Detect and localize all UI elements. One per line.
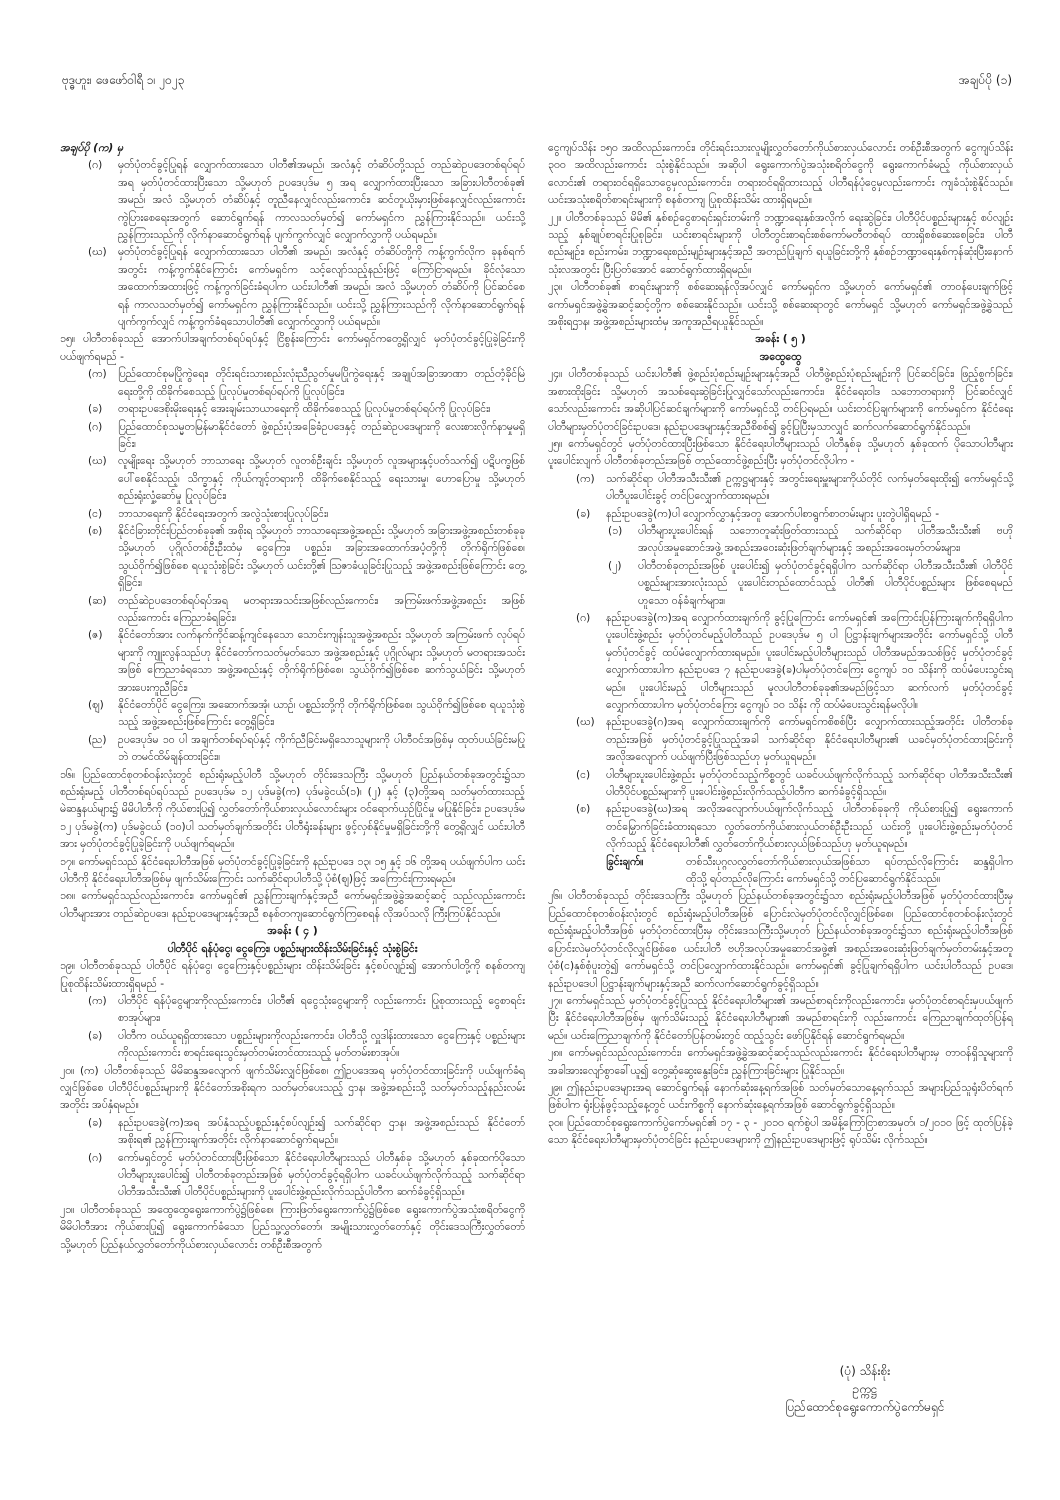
paragraph: ၂၆။ ပါတီတစ်ခုသည် တိုင်းဒေသကြီး သို့မဟုတ် ပြည်နယ်တစ်ခုအတွင်း၌သာ စည်းရုံးမည့်ပါတီအဖြစ် မှတ်ပုံတင်ထားပြီးမှ ပြည်ထောင်စုတစ်ဝန်းလုံးတွင် စည်းရုံးမည့်ပါတီအဖြစ် ပြောင်းလဲမှတ်ပုံတင်လိုလျှင်ဖြစ်စေ၊ ပြည်ထောင်စုတစ်ဝန်းလုံးတွင် စည်းရုံးမည့်ပါတီအဖြစ် မှတ်ပုံတင်ထားပြီးမှ တိုင်းဒေသကြီးသို့မဟုတ် ပြည်နယ်တစ်ခုအတွင်း၌သာ စည်းရုံးမည့်ပါတီအဖြစ် ပြောင်းလဲမှတ်ပုံတင်လိုလျှင်ဖြစ်စေ ယင်းပါတီ ဗဟိုအလုပ်အမှုဆောင်အဖွဲ့၏ အစည်းအဝေးဆုံးဖြတ်ချက်မှတ်တမ်းနှင့်အတူ ပုံစံ(င)နှစ်စုံပူးတွဲ၍ ကော်မရှင်သို့ တင်ပြလျှောက်ထားနိုင်သည်။ ကော်မရှင်၏ ခွင့်ပြုချက်ရရှိပါက ယင်းပါတီသည် ဥပဒေ၊ နည်းဥပဒေပါ ပြဋ္ဌာန်းချက်များနှင့်အညီ ဆက်လက်ဆောင်ရွက်ခွင့်ရှိသည်။ [548,890,1013,990]
item-label: (စ) [88,524,103,537]
item-label: (ခ) [88,1029,103,1042]
paragraph: ၂၇။ ကော်မရှင်သည် မှတ်ပုံတင်ခွင့်ပြုသည့် နိုင်ငံရေးပါတီများ၏ အမည်စာရင်းကိုလည်းကောင်း၊ မှတ်ပုံတင်စာရင်းမှပယ်ဖျက်ပြီး နိုင်ငံရေးပါတီအဖြစ်မှ ဖျက်သိမ်းသည့် နိုင်ငံရေးပါတီများ၏ အမည်စာရင်းကို လည်းကောင်း ကြေညာချက်ထုတ်ပြန်ရမည်။ ယင်းကြေညာချက်ကို နိုင်ငံတော်ပြန်တမ်းတွင် ထည့်သွင်း ဖော်ပြနိုင်ရန် ဆောင်ရွက်ရမည်။ [548,994,1013,1042]
item-text: နိုင်ငံခြားတိုင်းပြည်တစ်ခုခု၏ အစိုးရ သို့မဟုတ် ဘာသာရေးအဖွဲ့အစည်း သို့မဟုတ် အခြားအဖွဲ့အစည်းတစ်ခုခု သို့မဟုတ် ပုဂ္ဂိုလ်တစ်ဦးဦးထံမှ ငွေကြေး၊ ပစ္စည်း၊ အခြားအထောက်အပံ့တို့ကို တိုက်ရိုက်ဖြစ်စေ၊ သွယ်ဝိုက်၍ဖြစ်စေ ရယူသုံးစွဲခြင်း သို့မဟုတ် ယင်းတို့၏ ဩဇာခံယူခြင်းပြုသည့် အဖွဲ့အစည်းဖြစ်ကြောင်း တွေ့ရှိခြင်း၊ [118,524,525,590]
item-label: (င) [88,507,103,520]
item-text: ကော်မရှင်တွင် မှတ်ပုံတင်ထားပြီးဖြစ်သော နိုင်ငံရေးပါတီများသည် ပါတီနှစ်ခု သို့မဟုတ် နှစ်ခုထက်ပိုသော ပါတီများပူးပေါင်း၍ ပါတီတစ်ခုတည်းအဖြစ် မှတ်ပုံတင်ခွင့်ရရှိပါက ယခင်ပယ်ဖျက်လိုက်သည့် သက်ဆိုင်ရာ ပါတီအသီးသီး၏ ပါတီပိုင်ပစ္စည်းများကို ပူးပေါင်းဖွဲ့စည်းလိုက်သည့်ပါတီက ဆက်ခံခွင့်ရှိသည်။ [118,1151,525,1199]
list-item [60,593,525,628]
list-item [60,1115,525,1150]
paragraph: ၂၃။ ပါတီတစ်ခု၏ စာရင်းများကို စစ်ဆေးရန်လိုအပ်လျှင် ကော်မရှင်က သို့မဟုတ် ကော်မရှင်၏ တာဝန်ပေးချက်ဖြင့် ကော်မရှင်အဖွဲ့ခွဲအဆင့်ဆင့်တို့က စစ်ဆေးနိုင်သည်။ ယင်းသို့ စစ်ဆေးရာတွင် ကော်မရှင် သို့မဟုတ် ကော်မရှင်အဖွဲ့ခွဲသည် အစိုးရဌာန၊ အဖွဲ့အစည်းများထံမှ အကူအညီရယူနိုင်သည်။ [548,281,1013,329]
paragraph: ၂၅။ ကော်မရှင်တွင် မှတ်ပုံတင်ထားပြီးဖြစ်သော နိုင်ငံရေးပါတီများသည် ပါတီနှစ်ခု သို့မဟုတ် နှစ်ခုထက် ပိုသောပါတီများ ပူးပေါင်းလျက် ပါတီတစ်ခုတည်းအဖြစ် တည်ထောင်ဖွဲ့စည်းပြီး မှတ်ပုံတင်လိုပါက - [548,437,1013,468]
item-text: ပြည်ထောင်စုမပြိုကွဲရေး၊ တိုင်းရင်းသားစည်းလုံးညီညွတ်မှုမပြိုကွဲရေးနှင့် အချုပ်အခြာအာဏာ တည်တံ့ခိုင်မြဲရေးတို့ကို ထိခိုက်စေသည့် ပြုလုပ်မှုတစ်ရပ်ရပ်ကို ပြုလုပ်ခြင်း၊ [118,368,525,398]
item-text: နိုင်ငံတော်ပိုင် ငွေကြေး၊ အဆောက်အအုံ၊ ယာဉ်၊ ပစ္စည်းတို့ကို တိုက်ရိုက်ဖြစ်စေ၊ သွယ်ဝိုက်၍ဖြစ်စေ ရယူသုံးစွဲသည့် အဖွဲ့အစည်းဖြစ်ကြောင်း တွေ့ရှိခြင်း၊ [118,699,525,729]
list-item [60,157,525,244]
list-item [548,506,1013,523]
sub-list-item [548,523,1013,558]
item-text: နိုင်ငံတော်အား လက်နက်ကိုင်ဆန့်ကျင်နေသော သောင်းကျန်းသူအဖွဲ့အစည်း သို့မဟုတ် အကြမ်းဖက် လုပ်ရပ်များကို ကျူးလွန်သည်ဟု နိုင်ငံတော်ကသတ်မှတ်သော အဖွဲ့အစည်းနှင့် ပုဂ္ဂိုလ်များ သို့မဟုတ် မတရားအသင်းအဖြစ် ကြေညာခံရသော အဖွဲ့အစည်းနှင့် တိုက်ရိုက်ဖြစ်စေ၊ သွယ်ဝိုက်၍ဖြစ်စေ ဆက်သွယ်ခြင်း သို့မဟုတ် အားပေးကူညီခြင်း၊ [118,629,525,694]
paragraph: ၂၀။ (က) ပါတီတစ်ခုသည် မိမိဆန္ဒအလျောက် ဖျက်သိမ်းလျှင်ဖြစ်စေ၊ ဤဥပဒေအရ မှတ်ပုံတင်ထားခြင်းကို ပယ်ဖျက်ခံရလျှင်ဖြစ်စေ ပါတီပိုင်ပစ္စည်းများကို နိုင်ငံတော်အစိုးရက သတ်မှတ်ပေးသည့် ဌာန၊ အဖွဲ့အစည်းသို့ သတ်မှတ်သည့်နည်းလမ်းအတိုင်း အပ်နှံရမည်။ [60,1064,525,1112]
paragraph: ၁၅။ ပါတီတစ်ခုသည် အောက်ပါအချက်တစ်ရပ်ရပ်နှင့် ငြိစွန်းကြောင်း ကော်မရှင်ကတွေ့ရှိလျှင် မှတ်ပုံတင်ခွင့်ပြုခဲ့ခြင်းကို ပယ်ဖျက်ရမည် - [60,333,525,363]
list-item [60,627,525,697]
paragraph: ၁၇။ ကော်မရှင်သည် နိုင်ငံရေးပါတီအဖြစ် မှတ်ပုံတင်ခွင့်ပြုခဲ့ခြင်းကို နည်းဥပဒေ ၁၃၊ ၁၅ နှင့် ၁၆ တို့အရ ပယ်ဖျက်ပါက ယင်းပါတီကို နိုင်ငံရေးပါတီအဖြစ်မှ ဖျက်သိမ်းကြောင်း သက်ဆိုင်ရာပါတီသို့ ပုံစံ(ဈ)ဖြင့် အကြောင်းကြားရမည်။ [60,855,525,886]
item-text: နည်းဥပဒေခွဲ(ဂ)အရ လျှောက်ထားချက်ကို ကော်မရှင်ကစိစစ်ပြီး လျှောက်ထားသည့်အတိုင်း ပါတီတစ်ခုတည်းအဖြစ် မှတ်ပုံတင်ခွင့်ပြုသည့်အခါ သက်ဆိုင်ရာ နိုင်ငံရေးပါတီများ၏ ယခင်မှတ်ပုံတင်ထားခြင်းကို အလိုအလျောက် ပယ်ဖျက်ပြီးဖြစ်သည်ဟု မှတ်ယူရမည်။ [606,716,1013,764]
right-column [548,140,1013,1150]
item-text: တစ်သီးပုဂ္ဂလလွှတ်တော်ကိုယ်စားလှယ်အဖြစ်သာ ရပ်တည်လိုကြောင်း ဆန္ဒရှိပါက ထိုသို့ ရပ်တည်လိုကြောင်း ကော်မရှင်သို့ တင်ပြဆောင်ရွက်နိုင်သည်။ [686,855,1013,886]
signatory-title: ဥက္ကဋ္ဌ [852,1382,878,1396]
paragraph: ၂၂။ ပါတီတစ်ခုသည် မိမိ၏ နှစ်စဉ်ငွေစာရင်းရှင်းတမ်းကို ဘဏ္ဍာရေးနှစ်အလိုက် ရေးဆွဲခြင်း၊ ပါတီပိုင်ပစ္စည်းများနှင့် စပ်လျဉ်းသည့် နှစ်ချုပ်စာရင်းပြုစုခြင်း၊ ယင်းစာရင်းများကို ပါတီတွင်းစာရင်းစစ်ကော်မတီတစ်ရပ် ထားရှိစစ်ဆေးစေခြင်း၊ ပါတီစည်းမျဉ်း၊ စည်းကမ်း၊ ဘဏ္ဍာရေးစည်းမျဉ်းများနှင့်အညီ အတည်ပြုချက် ရယူခြင်းတို့ကို နှစ်စဉ်ဘဏ္ဍာရေးနှစ်ကုန်ဆုံးပြီးနောက် သုံးလအတွင်း ပြီးပြတ်အောင် ဆောင်ရွက်ထားရှိရမည်။ [548,211,1013,276]
signatory-organization: ပြည်ထောင်စုရွေးကောက်ပွဲကော်မရှင် [785,1400,945,1414]
list-item [60,1028,525,1063]
proviso-note [548,854,1013,889]
item-text: မှတ်ပုံတင်ခွင့်ပြုရန် လျှောက်ထားသော ပါတီ၏ အမည်၊ အလံနှင့် တံဆိပ်တို့ကို ကန့်ကွက်လိုက ခုနစ်ရက်အတွင်း ကန့်ကွက်နိုင်ကြောင်း ကော်မရှင်က သင့်လျော်သည့်နည်းဖြင့် ကြော်ငြာရမည်။ ခိုင်လုံသောအထောက်အထားဖြင့် ကန့်ကွက်ခြင်းခံရပါက ယင်းပါတီ၏ အမည်၊ အလံ သို့မဟုတ် တံဆိပ်ကို ပြင်ဆင်စေရန် ကာလသတ်မှတ်၍ ကော်မရှင်က ညွှန်ကြားနိုင်သည်။ ယင်းသို့ ညွှန်ကြားသည်ကို လိုက်နာဆောင်ရွက်ရန် ပျက်ကွက်လျှင် ကန့်ကွက်ခံရသောပါတီ၏ လျှောက်လွှာကို ပယ်ရမည်။ [118,246,525,329]
item-text: ပြည်ထောင်စုသမ္မတမြန်မာနိုင်ငံတော် ဖွဲ့စည်းပုံအခြေခံဥပဒေနှင့် တည်ဆဲဥပဒေများကို လေးစားလိုက်နာမှုမရှိခြင်း၊ [118,420,525,450]
item-label: (ခ) [576,507,591,520]
list-item [548,471,1013,506]
list-item [60,523,525,593]
section-heading: အခန်း ( ၄ ) [267,925,318,938]
header-date: ဗုဒ္ဓဟူး၊ ဖေဖော်ဝါရီ ၁၊ ၂၀၂၃ [62,73,185,87]
signatory-name: (ပုံ) သိန်းစိုး [839,1364,891,1378]
list-item [548,610,1013,714]
item-label: (ခ) [88,403,103,416]
list-item [548,801,1013,853]
list-item [60,993,525,1028]
section-heading: ပါတီပိုင် ရန်ပုံငွေ၊ ငွေကြေး၊ ပစ္စည်းများထိန်းသိမ်းခြင်းနှင့် သုံးစွဲခြင်း [167,942,418,955]
item-label: (ဇ) [88,629,103,642]
item-label: (ဂ) [576,611,591,624]
item-text: နည်းဥပဒေခွဲ(က)ပါ လျှောက်လွှာနှင့်အတူ အောက်ပါစာရွက်စာတမ်းများ ပူးတွဲပါရှိရမည် - [606,507,940,520]
item-label: (ည) [88,733,107,746]
paragraph: ၁၆။ ပြည်ထောင်စုတစ်ဝန်းလုံးတွင် စည်းရုံးမည့်ပါတီ သို့မဟုတ် တိုင်းဒေသကြီး သို့မဟုတ် ပြည်နယ်တစ်ခုအတွင်း၌သာ စည်းရုံးမည့် ပါတီတစ်ရပ်ရပ်သည် ဥပဒေပုဒ်မ ၁၂ ပုဒ်မခွဲ(က) ပုဒ်မခွဲငယ်(၁)၊ (၂) နှင့် (၃)တို့အရ သတ်မှတ်ထားသည့် မဲဆန္ဒနယ်များ၌ မိမိပါတီကို ကိုယ်စားပြု၍ လွှတ်တော်ကိုယ်စားလှယ်လောင်းများ ဝင်ရောက်ယှဉ်ပြိုင်မှု မပြုနိုင်ခြင်း၊ ဥပဒေပုဒ်မ ၁၂ ပုဒ်မခွဲ(က) ပုဒ်မခွဲငယ် (၁၀)ပါ သတ်မှတ်ချက်အတိုင်း ပါတီရုံးခန်းများ ဖွင့်လှစ်နိုင်မှုမရှိခြင်းတို့ကို တွေ့ရှိလျှင် ယင်းပါတီအား မှတ်ပုံတင်ခွင့်ပြုခဲ့ခြင်းကို ပယ်ဖျက်ရမည်။ [60,768,525,851]
item-text: ပါတီက ဝယ်ယူရရှိထားသော ပစ္စည်းများကိုလည်းကောင်း၊ ပါတီသို့ လှူဒါန်းထားသော ငွေကြေးနှင့် ပစ္စည်းများကိုလည်းကောင်း စာရင်းရေးသွင်းမှတ်တမ်းတင်ထားသည့် မှတ်တမ်းစာအုပ်။ [118,1029,525,1060]
item-label: (ဆ) [88,594,107,607]
list-item [60,366,525,401]
paragraph: ၂၈။ ကော်မရှင်သည်လည်းကောင်း၊ ကော်မရှင်အဖွဲ့ခွဲအဆင့်ဆင့်သည်လည်းကောင်း နိုင်ငံရေးပါတီများမှ တာဝန်ရှိသူများကို အခါအားလျော်စွာခေါ်ယူ၍ တွေ့ဆုံဆွေးနွေးခြင်း၊ ညွှန်ကြားခြင်းများ ပြုနိုင်သည်။ [548,1047,1013,1077]
paragraph: ငွေကျပ်သိန်း ၁၅၀ အထိလည်းကောင်း၊ တိုင်းရင်းသားလူမျိုးလွှတ်တော်ကိုယ်စားလှယ်လောင်း တစ်ဦးစီအတွက် ငွေကျပ်သိန်း ၃၀၀ အထိလည်းကောင်း သုံးစွဲနိုင်သည်။ အဆိုပါ ရွေးကောက်ပွဲအသုံးစရိတ်ငွေကို ရွေးကောက်ခံမည့် ကိုယ်စားလှယ်လောင်း၏ တရားဝင်ရရှိသောငွေမှလည်းကောင်း၊ တရားဝင်ရရှိထားသည့် ပါတီရန်ပုံငွေမှလည်းကောင်း ကျခံသုံးစွဲနိုင်သည်။ ယင်းအသုံးစရိတ်စာရင်းများကို စနစ်တကျ ပြုစုထိန်းသိမ်း ထားရှိရမည်။ [548,142,1013,207]
paragraph: ၂၁။ ပါတီတစ်ခုသည် အထွေထွေရွေးကောက်ပွဲ၌ဖြစ်စေ၊ ကြားဖြတ်ရွေးကောက်ပွဲ၌ဖြစ်စေ ရွေးကောက်ပွဲအသုံးစရိတ်ငွေကို မိမိပါတီအား ကိုယ်စားပြု၍ ရွေးကောက်ခံသော ပြည်သူ့လွှတ်တော်၊ အမျိုးသားလွှတ်တော်နှင့် တိုင်းဒေသကြီးလွှတ်တော် သို့မဟုတ် ပြည်နယ်လွှတ်တော်ကိုယ်စားလှယ်လောင်း တစ်ဦးစီအတွက် [60,1203,525,1251]
item-text: ဘာသာရေးကို နိုင်ငံရေးအတွက် အလွဲသုံးစားပြုလုပ်ခြင်း၊ [118,507,329,520]
item-text: တည်ဆဲဥပဒေတစ်ရပ်ရပ်အရ မတရားအသင်းအဖြစ်လည်းကောင်း၊ အကြမ်းဖက်အဖွဲ့အစည်း အဖြစ်လည်းကောင်း ကြေညာခံရခြင်း၊ [118,594,525,624]
item-text: မှတ်ပုံတင်ခွင့်ပြုရန် လျှောက်ထားသော ပါတီ၏အမည်၊ အလံနှင့် တံဆိပ်တို့သည် တည်ဆဲဥပဒေတစ်ရပ်ရပ်အရ မှတ်ပုံတင်ထားပြီးသော သို့မဟုတ် ဥပဒေပုဒ်မ ၅ အရ လျှောက်ထားပြီးသော အခြားပါတီတစ်ခု၏ အမည်၊ အလံ သို့မဟုတ် တံဆိပ်နှင့် တူညီနေလျှင်လည်းကောင်း၊ ဆင်တူယိုးမှားဖြစ်နေလျှင်လည်းကောင်း ကွဲပြားစေရေးအတွက် ဆောင်ရွက်ရန် ကာလသတ်မှတ်၍ ကော်မရှင်က ညွှန်ကြားနိုင်သည်။ ယင်းသို့ ညွှန်ကြားသည်ကို လိုက်နာဆောင်ရွက်ရန် ပျက်ကွက်လျှင် လျှောက်လွှာကို ပယ်ရမည်။ [118,159,525,242]
item-label: ခြွင်းချက်။ [606,855,644,868]
paragraph: ၃၀။ ပြည်ထောင်စုရွေးကောက်ပွဲကော်မရှင်၏ ၁၇ - ၃ - ၂၀၁၀ ရက်စွဲပါ အမိန့်ကြော်ငြာစာအမှတ်၊ ၁/၂၀၁၀ ဖြင့် ထုတ်ပြန်ခဲ့သော နိုင်ငံရေးပါတီများမှတ်ပုံတင်ခြင်း နည်းဥပဒေများကို ဤနည်းဥပဒေများဖြင့် ရုပ်သိမ်း လိုက်သည်။ [548,1116,1013,1147]
list-item [60,419,525,454]
item-text: လူမျိုးရေး သို့မဟုတ် ဘာသာရေး သို့မဟုတ် လူတစ်ဦးချင်း သို့မဟုတ် လူအများနှင့်ပတ်သက်၍ ပဋိပက္ခဖြစ်ပေါ်စေနိုင်သည့်၊ သိက္ခာနှင့် ကိုယ်ကျင့်တရားကို ထိခိုက်စေနိုင်သည့် ရေးသားမှု၊ ဟောပြောမှု သို့မဟုတ် စည်းရုံးလှုံ့ဆော်မှု ပြုလုပ်ခြင်း၊ [118,455,525,503]
item-label: (ဃ) [88,455,107,468]
item-label: (ခ) [88,1116,103,1129]
item-label: (ဂ) [88,1151,103,1164]
list-item [60,401,525,418]
item-label: (က) [576,472,595,485]
sub-list-item [548,558,1013,610]
paragraph: ၂၉။ ဤနည်းဥပဒေများအရ ဆောင်ရွက်ရန် နောက်ဆုံးနေ့ရက်အဖြစ် သတ်မှတ်သောနေ့ရက်သည် အများပြည်သူရုံးပိတ်ရက်ဖြစ်ပါက ရုံးပြန်ဖွင့်သည့်နေ့တွင် ယင်းကိစ္စကို နောက်ဆုံးနေ့ရက်အဖြစ် ဆောင်ရွက်ခွင့်ရှိသည်။ [548,1081,1013,1112]
list-item [60,244,525,331]
item-label: (င) [576,768,591,781]
item-label: (က) [88,994,107,1007]
item-label: (ဈ) [88,699,104,711]
item-text: နည်းဥပဒေခွဲ(က)အရ လျှောက်ထားချက်ကို ခွင့်ပြုကြောင်း ကော်မရှင်၏ အကြောင်းပြန်ကြားချက်ကိုရရှိပါက ပူးပေါင်းဖွဲ့စည်း မှတ်ပုံတင်မည့်ပါတီသည် ဥပဒေပုဒ်မ ၅ ပါ ပြဋ္ဌာန်းချက်များအတိုင်း ကော်မရှင်သို့ ပါတီမှတ်ပုံတင်ခွင့် ထပ်မံလျှောက်ထားရမည်။ ပူးပေါင်းမည့်ပါတီများသည် ပါတီအမည်အသစ်ဖြင့် မှတ်ပုံတင်ခွင့်လျှောက်ထားပါက နည်းဥပဒေ ၇ နည်းဥပဒေခွဲ(ခ)ပါမှတ်ပုံတင်ကြေး ငွေကျပ် ၁၀ သိန်းကို ထပ်မံပေးသွင်းရမည်။ ပူးပေါင်းမည့် ပါတီများသည် မူလပါတီတစ်ခုခု၏အမည်ဖြင့်သာ ဆက်လက် မှတ်ပုံတင်ခွင့် လျှောက်ထားပါက မှတ်ပုံတင်ကြေး ငွေကျပ် ၁၀ သိန်း ကို ထပ်မံပေးသွင်းရန်မလိုပါ။ [606,611,1013,711]
item-label: (ဂ) [88,420,103,433]
list-item [548,767,1013,802]
section-heading: အထွေထွေ [759,350,802,363]
header-supplement-number: အချပ်ပို (၁) [958,73,1012,87]
item-text: ဥပဒေပုဒ်မ ၁၀ ပါ အချက်တစ်ရပ်ရပ်နှင့် ကိုက်ညီခြင်းမရှိသောသူများကို ပါတီဝင်အဖြစ်မှ ထုတ်ပယ်ခြင်းမပြုဘဲ တမင်ထိမ်ချန်ထားခြင်း။ [118,733,525,764]
list-item [60,1150,525,1202]
signature-block [700,1362,1030,1416]
item-label: (က) [88,368,107,381]
item-label: (ဃ) [88,246,107,259]
paragraph: ၂၄။ ပါတီတစ်ခုသည် ယင်းပါတီ၏ ဖွဲ့စည်းပုံစည်းမျဉ်းများနှင့်အညီ ပါတီဖွဲ့စည်းပုံစည်းမျဉ်းကို ပြင်ဆင်ခြင်း၊ ဖြည့်စွက်ခြင်း၊ အစားထိုးခြင်း သို့မဟုတ် အသစ်ရေးဆွဲခြင်းပြုလျှင်သော်လည်းကောင်း၊ နိုင်ငံရေးဝါဒ သဘောတရားကို ပြင်ဆင်လျှင်သော်လည်းကောင်း အဆိုပါပြင်ဆင်ချက်များကို ကော်မရှင်သို့ တင်ပြရမည်။ ယင်းတင်ပြချက်များကို ကော်မရှင်က နိုင်ငံရေးပါတီများမှတ်ပုံတင်ခြင်းဥပဒေ၊ နည်းဥပဒေများနှင့်အညီစိစစ်၍ ခွင့်ပြုပြီးမှသာလျှင် ဆက်လက်ဆောင်ရွက်နိုင်သည်။ [548,368,1013,433]
item-label: (၁) [608,524,623,537]
item-text: သက်ဆိုင်ရာ ပါတီအသီးသီး၏ ဥက္ကဋ္ဌများနှင့် အတွင်းရေးမှူးများကိုယ်တိုင် လက်မှတ်ရေးထိုး၍ ကော်မရှင်သို့ ပါတီပူးပေါင်းခွင့် တင်ပြလျှောက်ထားရမည်။ [606,472,1013,503]
item-text: နည်းဥပဒေခွဲ(ဃ)အရ အလိုအလျောက်ပယ်ဖျက်လိုက်သည့် ပါတီတစ်ခုခုကို ကိုယ်စားပြု၍ ရွေးကောက်တင်မြှောက်ခြင်းခံထားရသော လွှတ်တော်ကိုယ်စားလှယ်တစ်ဦးဦးသည် ယင်းတို့ ပူးပေါင်းဖွဲ့စည်းမှတ်ပုံတင်လိုက်သည့် နိုင်ငံရေးပါတီ၏ လွှတ်တော်ကိုယ်စားလှယ်ဖြစ်သည်ဟု မှတ်ယူရမည်။ [606,803,1013,851]
item-text: ပါတီများပူးပေါင်းဖွဲ့စည်း မှတ်ပုံတင်သည့်ကိစ္စတွင် ယခင်ပယ်ဖျက်လိုက်သည့် သက်ဆိုင်ရာ ပါတီအသီးသီး၏ ပါတီပိုင်ပစ္စည်းများကို ပူးပေါင်းဖွဲ့စည်းလိုက်သည့်ပါတီက ဆက်ခံခွင့်ရှိသည်။ [606,768,1013,799]
list-item [60,697,525,732]
continuation-label: အချပ်ပို (က) မှ [60,142,123,154]
list-item [60,453,525,505]
item-label: (ဃ) [576,716,595,729]
item-text: တရားဥပဒေစိုးမိုးရေးနှင့် အေးချမ်းသာယာရေးကို ထိခိုက်စေသည့် ပြုလုပ်မှုတစ်ရပ်ရပ်ကို ပြုလုပ်ခြင်း၊ [118,403,491,416]
list-item [548,714,1013,766]
item-label: (၂) [608,559,622,572]
item-text: ပါတီပိုင် ရန်ပုံငွေများကိုလည်းကောင်း၊ ပါတီ၏ ရငွေသုံးငွေများကို လည်းကောင်း ပြုစုထားသည့် ငွေစာရင်းစာအုပ်များ၊ [118,994,525,1025]
paragraph: ၁၉။ ပါတီတစ်ခုသည် ပါတီပိုင် ရန်ပုံငွေ၊ ငွေကြေးနှင့်ပစ္စည်းများ ထိန်းသိမ်းခြင်း နှင့်စပ်လျဉ်း၍ အောက်ပါတို့ကို စနစ်တကျ ပြုစုထိန်းသိမ်းထားရှိရမည် - [60,960,525,990]
left-column [60,140,525,1254]
item-text: နည်းဥပဒေခွဲ(က)အရ အပ်နှံသည့်ပစ္စည်းနှင့်စပ်လျဉ်း၍ သက်ဆိုင်ရာ ဌာန၊ အဖွဲ့အစည်းသည် နိုင်ငံတော်အစိုးရ၏ ညွှန်ကြားချက်အတိုင်း လိုက်နာဆောင်ရွက်ရမည်။ [118,1116,525,1147]
item-label: (ဂ) [88,159,103,172]
section-heading: အခန်း ( ၅ ) [755,333,806,346]
paragraph: ၁၈။ ကော်မရှင်သည်လည်းကောင်း၊ ကော်မရှင်၏ ညွှန်ကြားချက်နှင့်အညီ ကော်မရှင်အဖွဲ့ခွဲအဆင့်ဆင့် သည်လည်းကောင်း ပါတီများအား တည်ဆဲဥပဒေ၊ နည်းဥပဒေများနှင့်အညီ စနစ်တကျဆောင်ရွက်ကြစေရန် လိုအပ်သလို ကြီးကြပ်နိုင်သည်။ [60,890,525,920]
list-item [60,506,525,523]
list-item [60,732,525,767]
item-text: ပါတီတစ်ခုတည်းအဖြစ် ပူးပေါင်း၍ မှတ်ပုံတင်ခွင့်ရရှိပါက သက်ဆိုင်ရာ ပါတီအသီးသီး၏ ပါတီပိုင်ပစ္စည်းများအားလုံးသည် ပူးပေါင်းတည်ထောင်သည့် ပါတီ၏ ပါတီပိုင်ပစ္စည်းများ ဖြစ်စေရမည်ဟူသော ဝန်ခံချက်များ။ [638,559,1013,607]
item-label: (စ) [576,803,591,816]
item-text: ပါတီများပူးပေါင်းရန် သဘောတူဆုံးဖြတ်ထားသည့် သက်ဆိုင်ရာ ပါတီအသီးသီး၏ ဗဟို အလုပ်အမှုဆောင်အဖွဲ့ အစည်းအဝေးဆုံးဖြတ်ချက်များနှင့် အစည်းအဝေးမှတ်တမ်းများ၊ [638,524,1013,555]
